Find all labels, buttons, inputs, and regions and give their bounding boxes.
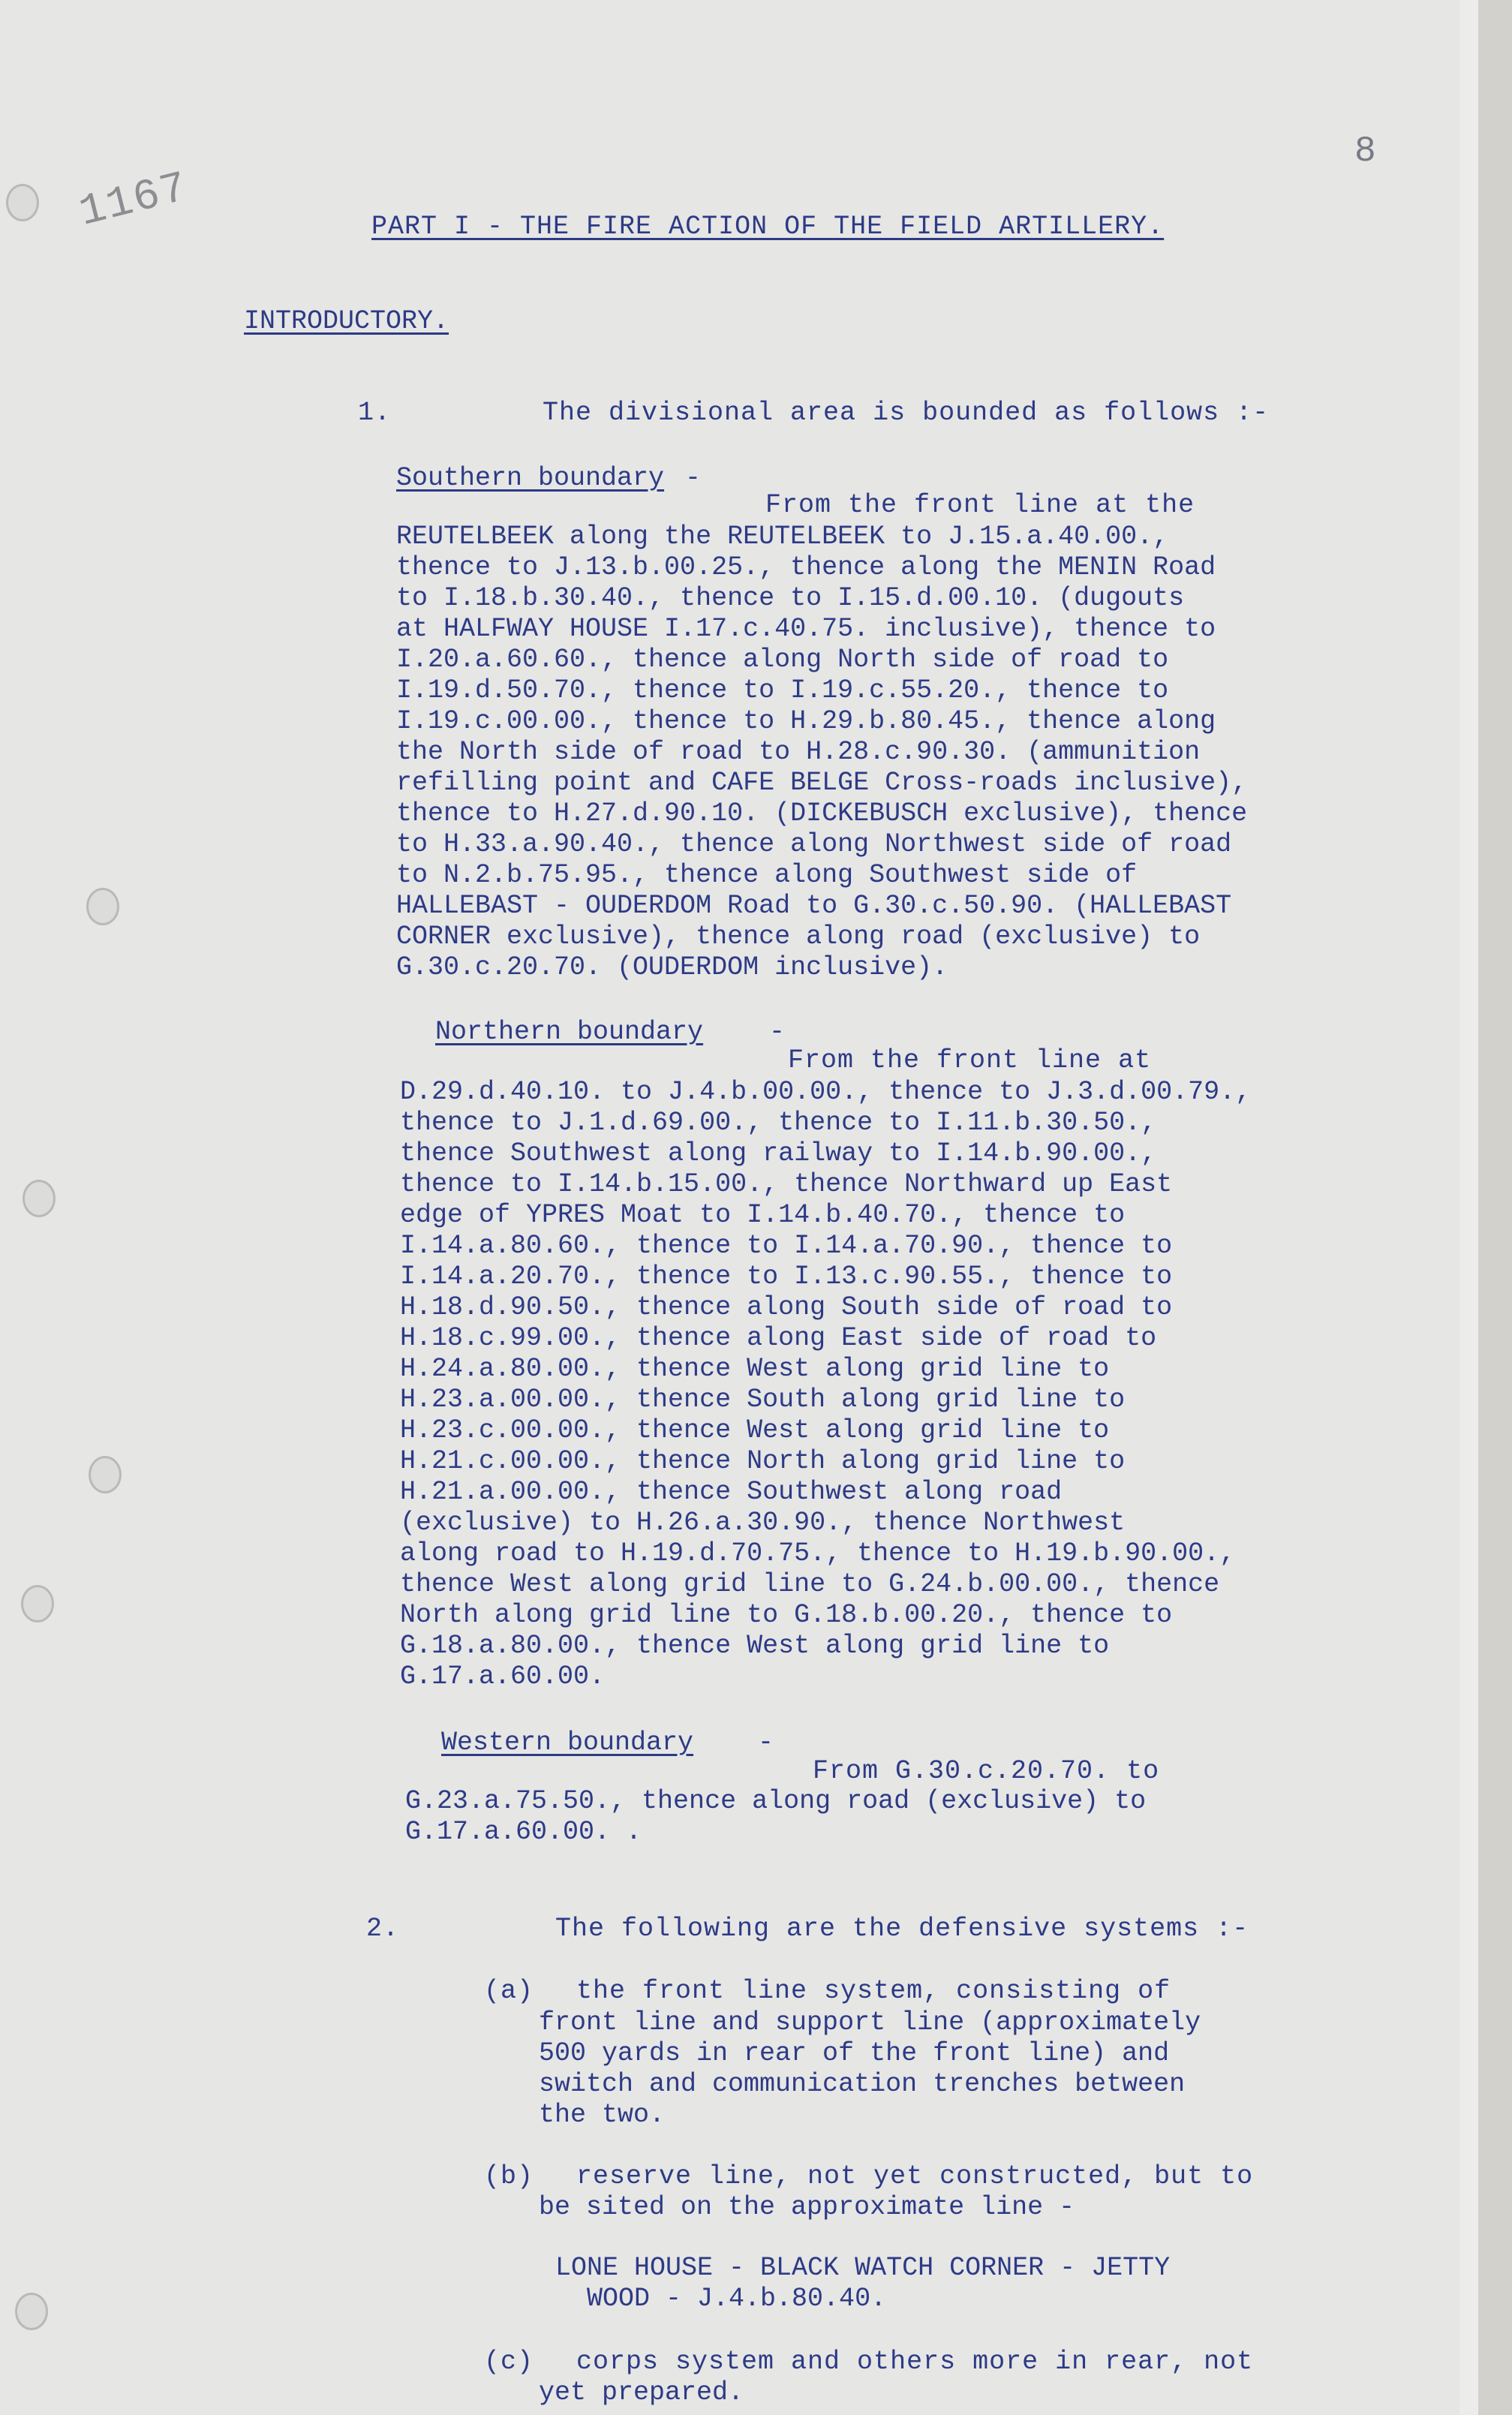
para2-text: The following are the defensive systems :- [555, 1914, 1249, 1944]
item-b-marker: (b) [484, 2161, 534, 2191]
western-boundary-text: G.23.a.75.50., thence along road (exclusive) to G.17.a.60.00. . [405, 1786, 1147, 1847]
underlying-page-edge [1459, 0, 1478, 2415]
northern-boundary-heading: Northern boundary [435, 1017, 704, 1047]
western-boundary-heading: Western boundary [441, 1728, 694, 1758]
punch-hole [15, 2293, 48, 2330]
page-number: 8 [1354, 131, 1376, 172]
item-c-text: yet prepared. [539, 2377, 744, 2407]
item-b-first-line: reserve line, not yet constructed, but to [576, 2161, 1254, 2191]
para2-number: 2. [366, 1914, 400, 1944]
northern-boundary-dash: - [769, 1017, 786, 1047]
punch-hole [23, 1180, 56, 1217]
southern-boundary-lead: From the front line at the [765, 490, 1195, 520]
background-surface [1478, 0, 1512, 2415]
punch-hole [6, 184, 39, 221]
western-boundary-dash: - [758, 1728, 774, 1758]
western-boundary-lead: From G.30.c.20.70. to [813, 1756, 1160, 1786]
item-c-marker: (c) [484, 2347, 534, 2377]
southern-boundary-dash: - [685, 463, 702, 493]
item-c-first-line: corps system and others more in rear, not [576, 2347, 1254, 2377]
item-a-first-line: the front line system, consisting of [576, 1976, 1171, 2006]
northern-boundary-text: D.29.d.40.10. to J.4.b.00.00., thence to J.3.d.00.79., thence to J.1.d.69.00., thence to I.11.b.30.50., thence Southwest along railway to I.14.b.90.00., thence to I.14.b.15.00., thence Northward up East edge of YPRES Moat to I.14.b.40.70., thence to I.14.a.80.60., thence to I.14.a.70.90., thence to I.14.a.20.70., thence to I.13.c.90.55., thence to H.18.d.90.50., thence along South side of road to H.18.c.99.00., thence along East side of road to H.24.a.80.00., thence West along grid line to H.23.a.00.00., thence South along grid line to H.23.c.00.00., thence West along grid line to H.21.c.00.00., thence North along grid line to H.21.a.00.00., thence Southwest along road (exclusive) to H.26.a.30.90., thence Northwest along road to H.19.d.70.75., thence to H.19.b.90.00., thence West along grid line to G.24.b.00.00., thence North along grid line to G.18.b.00.20., thence to G.18.a.80.00., thence West along grid line to G.17.a.60.00. [400, 1077, 1252, 1692]
punch-hole [89, 1456, 122, 1493]
southern-boundary-text: REUTELBEEK along the REUTELBEEK to J.15.a.40.00., thence to J.13.b.00.25., thence along the MENIN Road to I.18.b.30.40., thence to I.15.d.00.10. (dugouts at HALFWAY HOUSE I.17.c.40.75. inclusive), thence to I.20.a.60.60., thence along North side of road to I.19.d.50.70., thence to I.19.c.55.20., thence to I.19.c.00.00., thence to H.29.b.80.45., thence along the North side of road to H.28.c.90.30. (ammunition refilling point and CAFE BELGE Cross-roads inclusive), thence to H.27.d.90.10. (DICKEBUSCH exclusive), thence to H.33.a.90.40., thence along Northwest side of road to N.2.b.75.95., thence along Southwest side of HALLEBAST - OUDERDOM Road to G.30.c.50.90. (HALLEBAST CORNER exclusive), thence along road (exclusive) to G.30.c.20.70. (OUDERDOM inclusive). [396, 522, 1248, 982]
item-a-marker: (a) [484, 1976, 534, 2006]
punch-hole [21, 1585, 54, 1623]
item-a-text: front line and support line (approximately 500 yards in rear of the front line) and switch and communication trenches between the two. [539, 2007, 1201, 2130]
page-title: PART I - THE FIRE ACTION OF THE FIELD ARTILLERY. [371, 212, 1165, 242]
section-heading: INTRODUCTORY. [244, 306, 449, 336]
archive-pencil-number: 1167 [74, 164, 194, 238]
southern-boundary-heading: Southern boundary [396, 463, 665, 493]
para1-number: 1. [358, 398, 392, 428]
para1-text: The divisional area is bounded as follows :- [543, 398, 1270, 428]
northern-boundary-lead: From the front line at [788, 1045, 1152, 1075]
punch-hole [86, 888, 119, 925]
reserve-line-route: LONE HOUSE - BLACK WATCH CORNER - JETTY WOOD - J.4.b.80.40. [555, 2253, 1171, 2314]
item-b-text: be sited on the approximate line - [539, 2192, 1075, 2222]
